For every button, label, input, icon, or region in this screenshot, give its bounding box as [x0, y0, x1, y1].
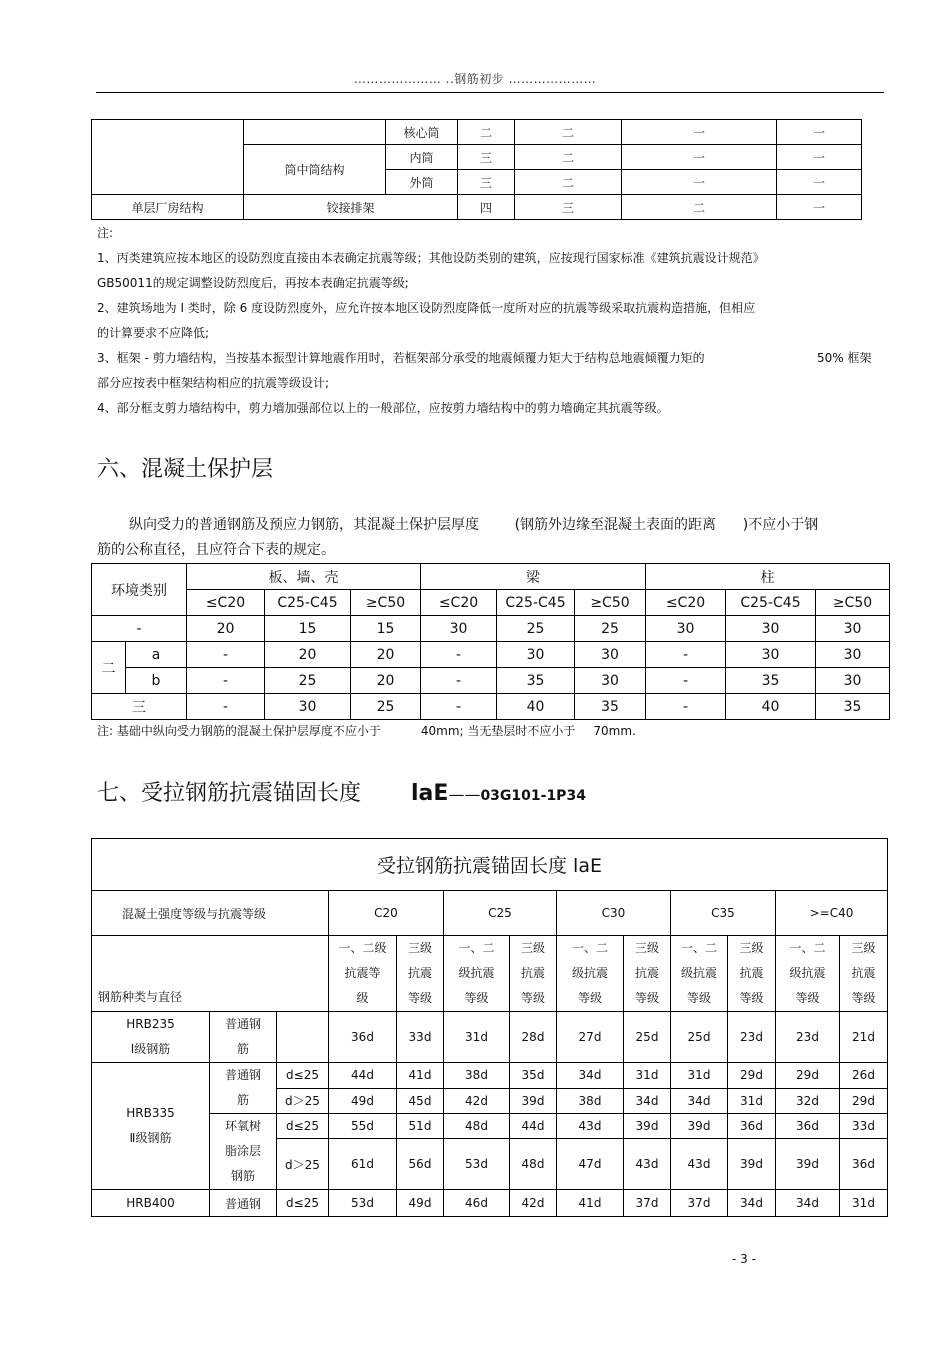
grade-line: 级抗震: [789, 966, 826, 980]
table-cell: 25d: [624, 1012, 671, 1063]
table-cell: 15: [351, 616, 421, 642]
table-cell: 49d: [397, 1190, 444, 1217]
table-cell: 29d: [728, 1063, 776, 1089]
steel-type-cell: 普通钢: [210, 1190, 277, 1217]
steel-type-line: 普通钢: [224, 1017, 261, 1031]
table-cell: 31d: [671, 1063, 728, 1089]
anchorage-length-table: [91, 838, 888, 1217]
table-cell: 25: [575, 616, 646, 642]
grade-line: 一、二: [789, 941, 826, 955]
steel-name-cell: [92, 1012, 210, 1063]
grade-header: C25-C45: [726, 590, 816, 616]
table-cell: 25d: [671, 1012, 728, 1063]
grade-header: ≥C50: [816, 590, 890, 616]
env-header: 环境类别: [92, 564, 187, 616]
grade-line: 等级: [739, 991, 764, 1005]
table-cell: 37d: [624, 1190, 671, 1217]
grade-header: ≥C50: [351, 590, 421, 616]
grade-line: 一、二级: [338, 941, 387, 955]
table-cell: -: [646, 694, 726, 720]
note-4: 4、部分框支剪力墙结构中，剪力墙加强部位以上的一般部位，应按剪力墙结构中的剪力墙确定其抗震等级。: [97, 401, 669, 415]
table-cell: 30: [575, 642, 646, 668]
steel-name: HRB235: [126, 1017, 175, 1031]
table-cell: 一: [777, 120, 862, 145]
steel-type-cell: [210, 1063, 277, 1114]
env-cell: -: [92, 616, 187, 642]
table-cell: 20: [351, 668, 421, 694]
note-1b: GB50011的规定调整设防烈度后，再按本表确定抗震等级;: [97, 276, 409, 290]
table-row: [92, 936, 888, 1012]
seismic-grade-table: [91, 119, 862, 220]
grade-col-header: [776, 936, 840, 1012]
table-cell: 34d: [557, 1063, 624, 1089]
steel-type-line: 钢筋: [230, 1169, 255, 1183]
steel-type-line: 环氧树: [224, 1119, 261, 1133]
grade-line: 三级: [407, 941, 432, 955]
table-cell: 48d: [510, 1139, 557, 1190]
table-cell: 一: [777, 170, 862, 195]
section-6-title: 六、混凝土保护层: [97, 457, 274, 482]
page-number: - 3 -: [732, 1252, 756, 1266]
concrete-header: >=C40: [776, 891, 888, 936]
grade-col-header: [624, 936, 671, 1012]
table-cell: 20: [187, 616, 265, 642]
notes-block: [97, 221, 880, 421]
table-cell: 铰接排架: [244, 195, 458, 220]
table-row: [92, 642, 890, 668]
grade-line: 抗震等: [344, 966, 381, 980]
table-cell: 46d: [444, 1190, 510, 1217]
table-cell: -: [187, 642, 265, 668]
table-cell: 30: [575, 668, 646, 694]
table-cell: 37d: [671, 1190, 728, 1217]
table-cell: 51d: [397, 1114, 444, 1139]
diameter-cell: [277, 1012, 329, 1063]
table-cell: 29d: [776, 1063, 840, 1089]
note-3a-text: 3、框架 - 剪力墙结构，当按基本振型计算地震作用时，若框架部分承受的地震倾覆力矩大于结构总地震倾覆力矩的: [97, 351, 705, 365]
table-cell: 一: [622, 170, 777, 195]
steel-name: HRB400: [92, 1190, 210, 1217]
table-cell: 31d: [728, 1088, 776, 1114]
steel-name: HRB335: [126, 1106, 175, 1120]
table-cell: 36d: [776, 1114, 840, 1139]
section-7-ref: 03G101-1P34: [480, 788, 586, 804]
table-cell: 二: [622, 195, 777, 220]
table-cell: 35d: [510, 1063, 557, 1089]
table-cell: 单层厂房结构: [92, 195, 244, 220]
table-cell: 二: [515, 145, 622, 170]
table-cell: 42d: [444, 1088, 510, 1114]
grade-line: 级抗震: [571, 966, 608, 980]
note-3a: [97, 346, 880, 371]
paragraph-line-1: 纵向受力的普通钢筋及预应力钢筋，其混凝土保护层厚度 (钢筋外边缘至混凝土表面的距离 )不应小于钢: [129, 517, 819, 533]
table-cell: 61d: [329, 1139, 397, 1190]
grade-line: 抗震: [520, 966, 545, 980]
section-7-dash: ——: [448, 785, 481, 804]
cover-note-b: 40mm: [420, 724, 460, 738]
table-cell: 38d: [557, 1088, 624, 1114]
table-cell: 25: [265, 668, 351, 694]
grade-line: 一、二: [680, 941, 717, 955]
note-3b: 部分应按表中框架结构相应的抗震等级设计;: [97, 376, 330, 390]
concrete-cover-table: [91, 563, 890, 720]
table-cell: 44d: [510, 1114, 557, 1139]
table-cell: 31d: [624, 1063, 671, 1089]
cover-note-a: 注: 基础中纵向受力钢筋的混凝土保护层厚度不应小于: [97, 724, 381, 738]
table-cell: 30: [816, 668, 890, 694]
table-cell: 33d: [840, 1114, 888, 1139]
table-cell: 35: [575, 694, 646, 720]
grade-header: ≤C20: [187, 590, 265, 616]
table-cell: 一: [777, 195, 862, 220]
steel-type-line: 普通钢: [224, 1068, 261, 1082]
grade-col-header: [510, 936, 557, 1012]
group-header: 板、墙、壳: [187, 564, 421, 590]
grade-line: 等级: [577, 991, 602, 1005]
steel-grade: Ⅱ级钢筋: [129, 1131, 172, 1145]
table-cell: 40: [726, 694, 816, 720]
table-row: [92, 1114, 888, 1139]
grade-line: 级抗震: [458, 966, 495, 980]
table-cell: 34d: [624, 1088, 671, 1114]
table-cell: 56d: [397, 1139, 444, 1190]
grade-line: 等级: [520, 991, 545, 1005]
table-row: [92, 668, 890, 694]
table-cell: 28d: [510, 1012, 557, 1063]
table-cell: -: [646, 668, 726, 694]
table-cell: 31d: [444, 1012, 510, 1063]
grade-line: 级: [356, 991, 369, 1005]
table-cell: 39d: [728, 1139, 776, 1190]
note-2a: 2、建筑场地为 Ⅰ 类时，除 6 度设防烈度外，应允许按本地区设防烈度降低一度所对应的抗震等级采取抗震构造措施，但相应: [97, 301, 756, 315]
grade-line: 三级: [520, 941, 545, 955]
table-cell: 34d: [728, 1190, 776, 1217]
table-cell: 23d: [776, 1012, 840, 1063]
section-7-title-text: 七、受拉钢筋抗震锚固长度: [97, 781, 362, 806]
grade-col-header: [728, 936, 776, 1012]
grade-header: ≤C20: [646, 590, 726, 616]
grade-line: 等级: [407, 991, 432, 1005]
table-cell: 一: [777, 145, 862, 170]
concrete-header: C30: [557, 891, 671, 936]
table-cell: 30: [726, 616, 816, 642]
table-cell: 49d: [329, 1088, 397, 1114]
table-cell: 36d: [329, 1012, 397, 1063]
grade-line: 等级: [686, 991, 711, 1005]
table-cell: 20: [351, 642, 421, 668]
grade-line: 等级: [634, 991, 659, 1005]
steel-type-cell: [210, 1012, 277, 1063]
table-caption: 受拉钢筋抗震锚固长度 laE: [92, 839, 888, 891]
grade-header: ≥C50: [575, 590, 646, 616]
table-cell: 30: [497, 642, 575, 668]
steel-type-cell: [210, 1114, 277, 1190]
table-cell: 39d: [624, 1114, 671, 1139]
diameter-cell: d≤25: [277, 1190, 329, 1217]
table-cell: 30: [816, 642, 890, 668]
cover-note-c: ; 当无垫层时不应小于: [459, 724, 576, 738]
cover-note: [97, 722, 636, 739]
table-row: [92, 1063, 888, 1089]
group-header: 梁: [421, 564, 646, 590]
table-cell: 23d: [728, 1012, 776, 1063]
table-cell: 40: [497, 694, 575, 720]
table-row: [92, 590, 890, 616]
header-rule: [96, 92, 884, 93]
table-cell: 33d: [397, 1012, 444, 1063]
table-row: [92, 195, 862, 220]
table-row: [92, 1190, 888, 1217]
table-cell: 26d: [840, 1063, 888, 1089]
table-cell: 47d: [557, 1139, 624, 1190]
notes-label: 注:: [97, 226, 114, 240]
diameter-cell: d＞25: [277, 1088, 329, 1114]
table-row: [92, 1012, 888, 1063]
grade-line: 抗震: [739, 966, 764, 980]
env-sub-cell: a: [126, 642, 187, 668]
table-cell: 21d: [840, 1012, 888, 1063]
steel-type-line: 筋: [236, 1042, 249, 1056]
grade-col-header: [671, 936, 728, 1012]
section-7-code: laE: [411, 781, 449, 806]
grade-line: 抗震: [851, 966, 876, 980]
diameter-cell: d＞25: [277, 1139, 329, 1190]
table-cell: 41d: [397, 1063, 444, 1089]
table-cell: 35: [497, 668, 575, 694]
table-cell: 44d: [329, 1063, 397, 1089]
steel-type-line: 脂涂层: [224, 1144, 261, 1158]
table-cell: 55d: [329, 1114, 397, 1139]
env-cell: 二: [92, 642, 126, 694]
table-cell: 20: [265, 642, 351, 668]
page-header: ………………… ..钢筋初步 …………………: [353, 72, 597, 86]
grade-col-header: [397, 936, 444, 1012]
concrete-header: C25: [444, 891, 557, 936]
table-cell: 38d: [444, 1063, 510, 1089]
grade-header: C25-C45: [265, 590, 351, 616]
table-cell: 36d: [840, 1139, 888, 1190]
table-cell: 35: [726, 668, 816, 694]
table-row: [92, 891, 888, 936]
table-cell: 三: [515, 195, 622, 220]
table-cell: 四: [458, 195, 515, 220]
table-cell: 30: [816, 616, 890, 642]
table-cell: 41d: [557, 1190, 624, 1217]
table-row: [92, 120, 862, 145]
note-3a-percent: 50% 框架: [817, 351, 872, 365]
grade-line: 级抗震: [680, 966, 717, 980]
table-cell: 二: [458, 120, 515, 145]
grade-line: 三级: [739, 941, 764, 955]
grade-line: 一、二: [458, 941, 495, 955]
grade-col-header: [329, 936, 397, 1012]
table-row: [92, 694, 890, 720]
steel-label: 钢筋种类与直径: [92, 936, 329, 1012]
table-cell: -: [421, 694, 497, 720]
table-cell: -: [421, 642, 497, 668]
grade-header: ≤C20: [421, 590, 497, 616]
diameter-cell: d≤25: [277, 1114, 329, 1139]
table-cell: 53d: [329, 1190, 397, 1217]
grade-line: 一、二: [571, 941, 608, 955]
section-6-paragraph: [97, 513, 887, 538]
table-row: [92, 616, 890, 642]
table-cell: 34d: [776, 1190, 840, 1217]
grade-line: 三级: [851, 941, 876, 955]
concrete-header: C20: [329, 891, 444, 936]
table-cell: 25: [351, 694, 421, 720]
table-cell: 三: [458, 170, 515, 195]
grade-line: 等级: [464, 991, 489, 1005]
grade-line: 抗震: [634, 966, 659, 980]
steel-name-cell: [92, 1063, 210, 1190]
steel-type-line: 筋: [236, 1093, 249, 1107]
table-cell: 一: [622, 120, 777, 145]
grade-col-header: [840, 936, 888, 1012]
concrete-header: C35: [671, 891, 776, 936]
table-cell: 36d: [728, 1114, 776, 1139]
table-cell: 30: [265, 694, 351, 720]
section-7-title: [97, 776, 586, 807]
table-cell: 32d: [776, 1088, 840, 1114]
table-cell: [92, 120, 244, 195]
grade-col-header: [444, 936, 510, 1012]
table-cell: -: [187, 668, 265, 694]
grade-line: 等级: [851, 991, 876, 1005]
table-cell: 内筒: [386, 145, 458, 170]
table-cell: -: [421, 668, 497, 694]
section-6-paragraph-2: 筋的公称直径，且应符合下表的规定。: [97, 542, 335, 558]
table-cell: 30: [726, 642, 816, 668]
table-cell: -: [646, 642, 726, 668]
table-cell: 25: [497, 616, 575, 642]
table-cell: 筒中筒结构: [244, 145, 386, 195]
table-cell: 29d: [840, 1088, 888, 1114]
table-cell: -: [187, 694, 265, 720]
note-1a: 1、丙类建筑应按本地区的设防烈度直接由本表确定抗震等级；其他设防类别的建筑，应按现行国家标准《建筑抗震设计规范》: [97, 251, 765, 265]
table-cell: 三: [458, 145, 515, 170]
cover-note-d: 70mm.: [593, 724, 636, 738]
table-cell: 35: [816, 694, 890, 720]
table-cell: 43d: [624, 1139, 671, 1190]
table-cell: 外筒: [386, 170, 458, 195]
diameter-cell: d≤25: [277, 1063, 329, 1089]
table-cell: 39d: [510, 1088, 557, 1114]
grade-line: 等级: [795, 991, 820, 1005]
grade-header: C25-C45: [497, 590, 575, 616]
grade-col-header: [557, 936, 624, 1012]
grade-line: 抗震: [407, 966, 432, 980]
table-cell: 30: [421, 616, 497, 642]
env-sub-cell: b: [126, 668, 187, 694]
table-cell: 39d: [776, 1139, 840, 1190]
group-header: 柱: [646, 564, 890, 590]
table-row: [92, 564, 890, 590]
table-cell: [244, 120, 386, 145]
table-cell: 31d: [840, 1190, 888, 1217]
table-cell: 45d: [397, 1088, 444, 1114]
table-cell: 27d: [557, 1012, 624, 1063]
table-cell: 15: [265, 616, 351, 642]
table-cell: 一: [622, 145, 777, 170]
table-cell: 42d: [510, 1190, 557, 1217]
grade-line: 三级: [634, 941, 659, 955]
table-cell: 43d: [557, 1114, 624, 1139]
table-cell: 39d: [671, 1114, 728, 1139]
table-cell: 二: [515, 120, 622, 145]
env-cell: 三: [92, 694, 187, 720]
table-cell: 43d: [671, 1139, 728, 1190]
table-cell: 30: [646, 616, 726, 642]
table-cell: 48d: [444, 1114, 510, 1139]
table-cell: 53d: [444, 1139, 510, 1190]
hdr-left: 混凝土强度等级与抗震等级: [92, 891, 329, 936]
table-cell: 34d: [671, 1088, 728, 1114]
steel-grade: Ⅰ级钢筋: [130, 1042, 171, 1056]
table-cell: 核心筒: [386, 120, 458, 145]
table-cell: 二: [515, 170, 622, 195]
note-2b: 的计算要求不应降低;: [97, 326, 210, 340]
table-row: [92, 839, 888, 891]
